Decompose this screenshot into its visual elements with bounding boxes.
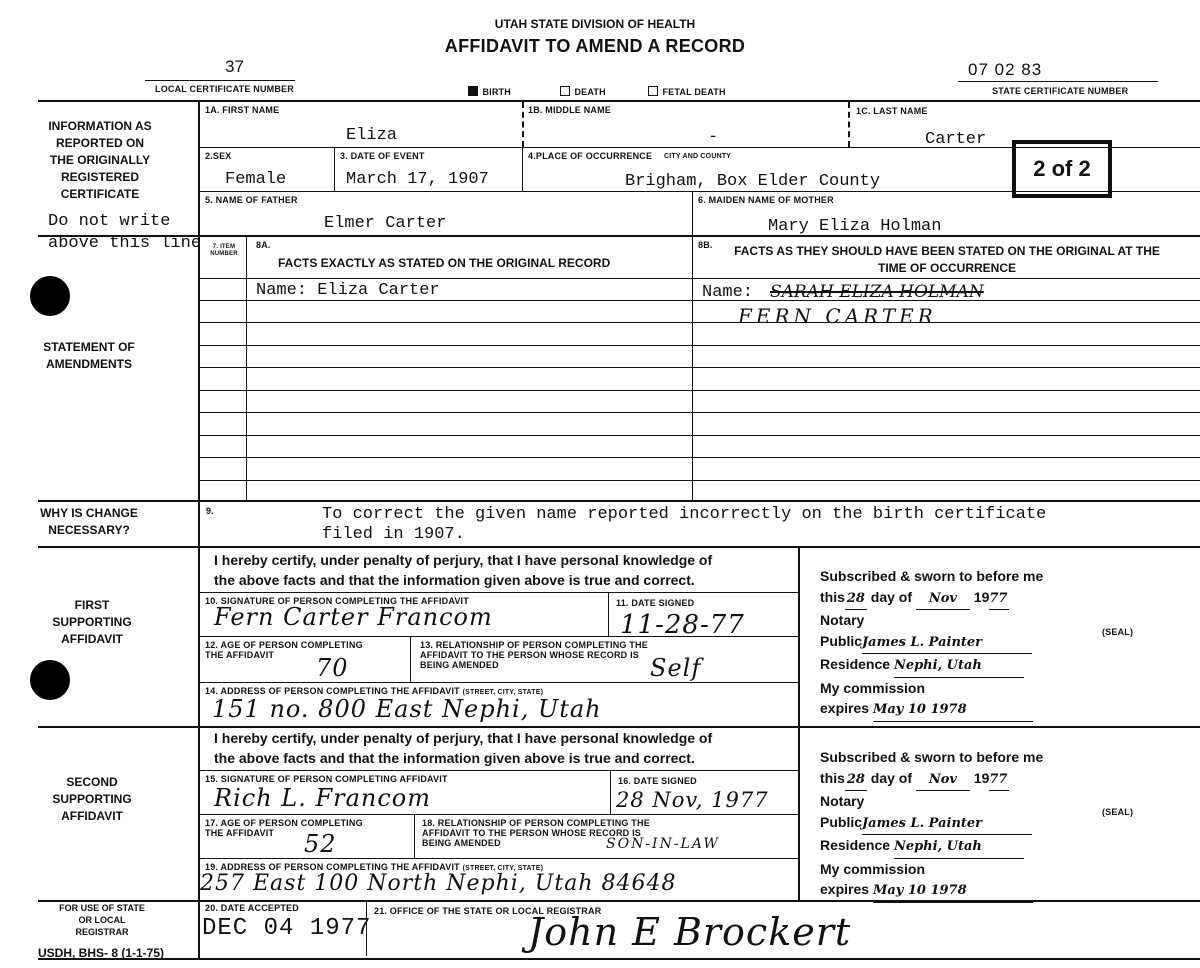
sworn-month: Nov [916, 770, 970, 792]
mother-value: Mary Eliza Holman [768, 217, 942, 236]
registrar-signature: John E Brockert [528, 910, 852, 954]
addr-label-text: 19. ADDRESS OF PERSON COMPLETING THE AFFIDAVIT [205, 862, 460, 872]
public-line [820, 631, 1043, 655]
form-title: AFFIDAVIT TO AMEND A RECORD [444, 36, 746, 56]
checkbox-icon [560, 86, 570, 96]
aff2-seal: (SEAL) [1102, 807, 1134, 817]
expires-line [820, 879, 1043, 903]
sworn-year: 77 [989, 770, 1009, 792]
aff1-notary-block [820, 566, 1043, 722]
residence-value: Nephi, Utah [894, 837, 1024, 859]
date-accepted-label: 20. DATE ACCEPTED [205, 903, 299, 913]
sworn-year: 77 [989, 589, 1009, 611]
cert-type-fetal-death [648, 82, 726, 100]
public-label: Public [820, 813, 863, 830]
notary-signature: James L. Painter [862, 633, 1032, 655]
aff2-age-label: 17. AGE OF PERSON COMPLETING THE AFFIDAVIT [205, 818, 363, 838]
expires-label: expires [820, 881, 870, 897]
aff1-seal: (SEAL) [1102, 627, 1134, 637]
original-fact: Name: Eliza Carter [256, 281, 440, 300]
last-name-label: 1C. LAST NAME [856, 106, 928, 116]
aff2-signature: Rich L. Francom [214, 784, 432, 812]
section-amendments-label: STATEMENT OF AMENDMENTS [43, 340, 135, 371]
aff1-address: 151 no. 800 East Nephi, Utah [212, 695, 602, 723]
type-label: DEATH [574, 87, 606, 97]
section-registrar-label: FOR USE OF STATE OR LOCAL REGISTRAR [59, 903, 145, 937]
commission-label: My commission [820, 679, 926, 696]
corrected-fact: FERN CARTER [738, 304, 937, 328]
col-b-label: FACTS AS THEY SHOULD HAVE BEEN STATED ON THE ORIGINAL AT THE TIME OF OCCURRENCE [734, 244, 1160, 275]
section-original-label: INFORMATION AS REPORTED ON THE ORIGINALLY REGISTERED CERTIFICATE [48, 119, 152, 201]
residence-line [820, 835, 1043, 859]
item-number-label: 7. ITEM NUMBER [210, 244, 238, 257]
sworn-date-line [820, 768, 1043, 792]
notary-label: Notary [820, 612, 865, 628]
page-stamp [1012, 140, 1112, 198]
state-cert-label: STATE CERTIFICATE NUMBER [992, 86, 1129, 96]
day-of-label: day of [870, 588, 913, 605]
cert-type-death [560, 82, 606, 100]
type-label: BIRTH [482, 87, 511, 97]
sworn-date-line [820, 587, 1043, 611]
sworn-month: Nov [916, 589, 970, 611]
first-name-value: Eliza [346, 126, 398, 145]
aff2-certify-line1: I hereby certify, under penalty of perjury, that I have personal knowledge of [214, 730, 713, 746]
punch-hole-icon [30, 660, 70, 700]
aff2-date: 28 Nov, 1977 [616, 788, 769, 812]
addr-label-text: 14. ADDRESS OF PERSON COMPLETING THE AFFIDAVIT [205, 686, 460, 696]
last-name-value: Carter [925, 130, 987, 149]
aff2-address: 257 East 100 North Nephi, Utah 84648 [200, 871, 677, 896]
expires-label: expires [820, 700, 870, 716]
aff1-relationship: Self [650, 654, 702, 682]
type-label: FETAL DEATH [662, 87, 726, 97]
note-line1: Do not write [48, 212, 171, 231]
date-accepted-stamp: DEC 04 1977 [202, 915, 372, 942]
residence-value: Nephi, Utah [894, 656, 1024, 678]
notary-label: Notary [820, 793, 865, 809]
aff1-date-label: 11. DATE SIGNED [616, 598, 695, 608]
aff2-rel-label: 18. RELATIONSHIP OF PERSON COMPLETING THE AFFIDAVIT TO THE PERSON WHOSE RECORD IS BEING AMENDED [422, 818, 650, 848]
reason-line1: To correct the given name reported incorrectly on the birth certificate [322, 505, 1047, 524]
sex-label: 2.SEX [205, 151, 232, 161]
section-reason-label: WHY IS CHANGE NECESSARY? [40, 506, 138, 537]
col-a-num: 8A. [256, 240, 271, 250]
aff1-age: 70 [316, 654, 349, 682]
aff1-rel-label: 13. RELATIONSHIP OF PERSON COMPLETING THE AFFIDAVIT TO THE PERSON WHOSE RECORD IS BEING AMENDED [420, 640, 648, 670]
mother-label: 6. MAIDEN NAME OF MOTHER [698, 195, 834, 205]
aff1-age-label: 12. AGE OF PERSON COMPLETING THE AFFIDAVIT [205, 640, 363, 660]
middle-name-label: 1B. MIDDLE NAME [528, 105, 612, 115]
addr-sub-label: (STREET, CITY, STATE) [462, 865, 544, 872]
date-of-event-label: 3. DATE OF EVENT [340, 151, 425, 161]
aff2-relationship: SON-IN-LAW [606, 836, 720, 852]
aff2-age: 52 [304, 830, 337, 858]
checkbox-checked-icon [468, 86, 478, 96]
residence-label: Residence [820, 837, 891, 853]
state-cert-number: 07 02 83 [968, 60, 1043, 79]
col-a-label: FACTS EXACTLY AS STATED ON THE ORIGINAL RECORD [278, 256, 611, 270]
reason-num: 9. [206, 506, 214, 516]
col-b-num: 8B. [698, 240, 713, 250]
father-label: 5. NAME OF FATHER [205, 195, 298, 205]
note-line2: above this line [48, 234, 202, 253]
notary-signature: James L. Painter [862, 814, 1032, 836]
first-name-label: 1A. FIRST NAME [205, 105, 280, 115]
agency-name: UTAH STATE DIVISION OF HEALTH [494, 17, 696, 31]
place-sub-label: CITY AND COUNTY [664, 153, 732, 160]
aff1-signature: Fern Carter Francom [214, 603, 493, 631]
form-id: USDH, BHS- 8 (1-1-75) [38, 946, 165, 960]
year-prefix: 19 [973, 588, 990, 605]
place-value: Brigham, Box Elder County [625, 172, 881, 191]
sworn-line: Subscribed & sworn to before me [820, 568, 1044, 584]
middle-name-value: - [708, 128, 719, 147]
punch-hole-icon [30, 276, 70, 316]
aff1-certify-line2: the above facts and that the information given above is true and correct. [214, 572, 695, 588]
sworn-day: 28 [845, 770, 867, 792]
aff1-date: 11-28-77 [620, 610, 745, 640]
commission-label: My commission [820, 860, 926, 877]
expires-line [820, 698, 1043, 722]
sworn-line: Subscribed & sworn to before me [820, 749, 1044, 765]
date-of-event-value: March 17, 1907 [346, 170, 489, 189]
this-label: this [820, 769, 845, 786]
section-affidavit1-label: FIRST SUPPORTING AFFIDAVIT [52, 598, 132, 646]
addr-sub-label: (STREET, CITY, STATE) [462, 689, 544, 696]
aff1-sig-label: 10. SIGNATURE OF PERSON COMPLETING THE AFFIDAVIT [205, 596, 469, 606]
year-prefix: 19 [973, 769, 990, 786]
expires-value: May 10 1978 [873, 700, 1033, 722]
section-affidavit2-label: SECOND SUPPORTING AFFIDAVIT [52, 775, 132, 823]
cert-type-birth [468, 82, 511, 100]
father-value: Elmer Carter [324, 214, 447, 233]
local-cert-number: 37 [225, 57, 244, 76]
aff2-notary-block [820, 747, 1043, 903]
aff2-sig-label: 15. SIGNATURE OF PERSON COMPLETING AFFIDAVIT [205, 774, 448, 784]
local-cert-label: LOCAL CERTIFICATE NUMBER [155, 84, 294, 94]
aff2-certify-line2: the above facts and that the information given above is true and correct. [214, 750, 695, 766]
corrected-struck: SARAH ELIZA HOLMAN [770, 282, 984, 302]
office-label: 21. OFFICE OF THE STATE OR LOCAL REGISTRAR [374, 906, 602, 916]
corrected-prefix: Name: [702, 283, 754, 302]
reason-line2: filed in 1907. [322, 525, 465, 544]
aff2-date-label: 16. DATE SIGNED [618, 776, 697, 786]
page-stamp-text: 2 of 2 [1033, 156, 1091, 181]
place-label: 4.PLACE OF OCCURRENCE [528, 151, 653, 161]
sex-value: Female [225, 170, 287, 189]
day-of-label: day of [870, 769, 913, 786]
sworn-day: 28 [845, 589, 867, 611]
this-label: this [820, 588, 845, 605]
public-line [820, 812, 1043, 836]
residence-label: Residence [820, 656, 891, 672]
public-label: Public [820, 632, 863, 649]
residence-line [820, 654, 1043, 678]
checkbox-icon [648, 86, 658, 96]
aff1-certify-line1: I hereby certify, under penalty of perjury, that I have personal knowledge of [214, 552, 713, 568]
expires-value: May 10 1978 [873, 881, 1033, 903]
